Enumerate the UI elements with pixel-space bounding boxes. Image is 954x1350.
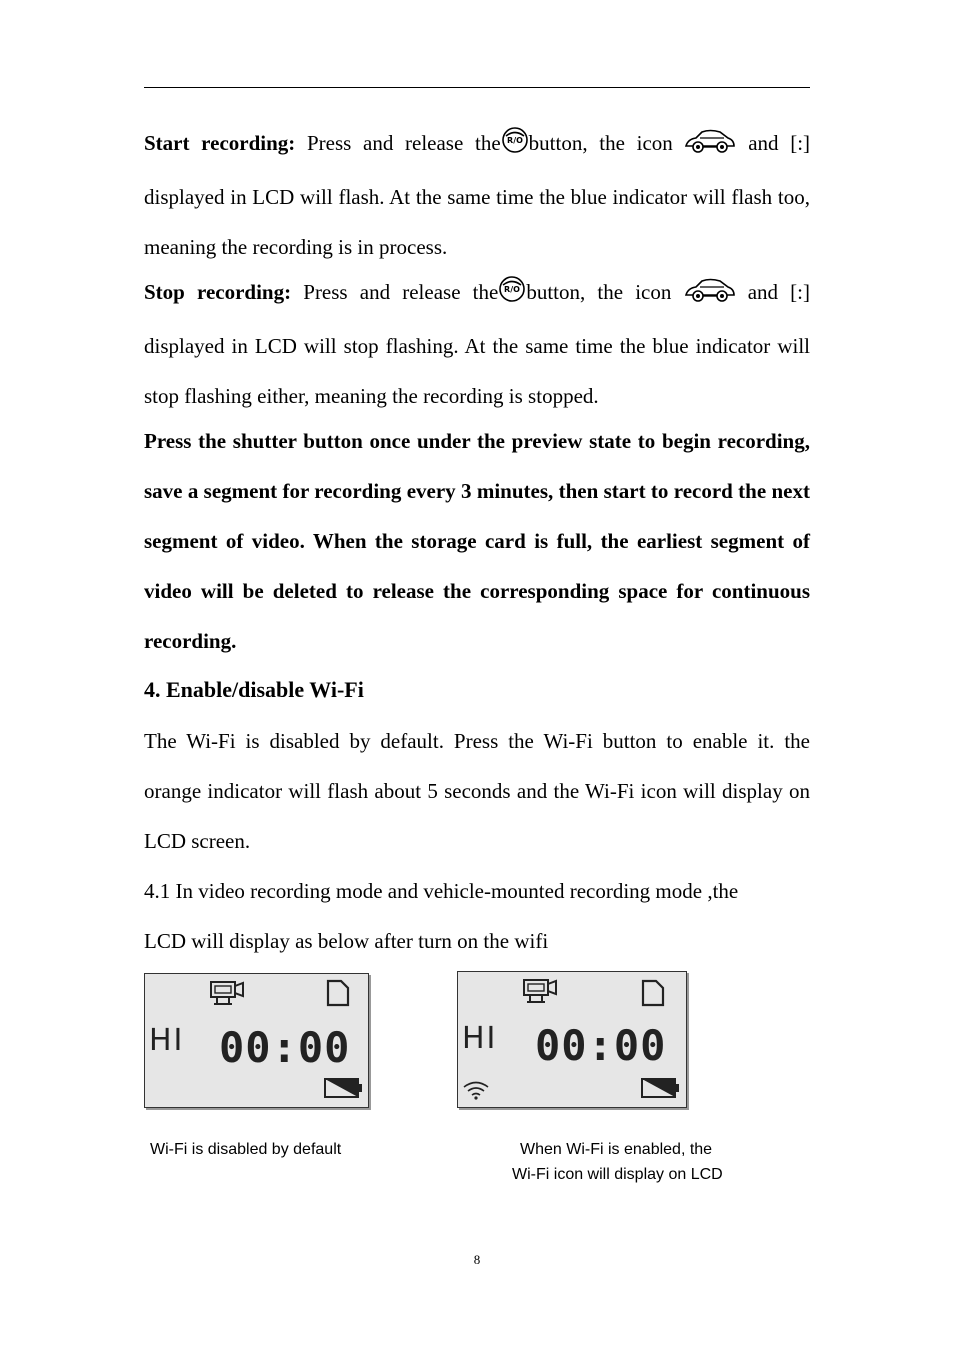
stop-text-3: and [:] displayed in LCD will stop flashing. At the same time the blue indicator will stop flashing either, meaning the recording is stopped. <box>144 280 810 408</box>
battery-icon <box>324 1077 364 1099</box>
stop-recording-label: Stop recording: <box>144 280 292 304</box>
section-heading: 4. Enable/disable Wi-Fi <box>144 677 364 702</box>
stop-recording-paragraph <box>144 267 810 421</box>
start-text-2: button, the icon <box>528 131 673 155</box>
start-recording-paragraph <box>144 118 810 272</box>
car-mode-icon <box>684 271 736 321</box>
subsection-line-2: LCD will display as below after turn on the wifi <box>144 929 549 953</box>
battery-icon <box>641 1077 681 1099</box>
subsection-line-1: 4.1 In video recording mode and vehicle-mounted recording mode ,the <box>144 879 739 903</box>
svg-text:R/O: R/O <box>506 136 523 145</box>
caption-right-line-1: When Wi-Fi is enabled, the <box>520 1141 713 1158</box>
shutter-note-paragraph: Press the shutter button once under the preview state to begin recording, save a segment for recording every 3 minutes, then start to record the next segment of video. When the storage card is full, the earliest segment of video will be deleted to release the corresponding space for continuous recording. <box>144 429 810 653</box>
record-button-icon <box>501 122 529 172</box>
lcd-wifi-enabled <box>457 971 687 1108</box>
sd-card-icon <box>641 979 665 1007</box>
stop-text-2: button, the icon <box>526 280 672 304</box>
lcd-wifi-disabled <box>144 973 369 1108</box>
lcd-time-text: 00:00 <box>219 1023 351 1072</box>
sd-card-icon <box>326 979 350 1007</box>
record-button-icon <box>498 271 526 321</box>
wifi-paragraph: The Wi-Fi is disabled by default. Press the Wi-Fi button to enable it. the orange indicator will flash about 5 seconds and the Wi-Fi icon will display on LCD screen. <box>144 729 810 853</box>
page-number: 8 <box>473 1252 481 1267</box>
header-rule <box>144 87 810 88</box>
camcorder-icon <box>209 979 245 1007</box>
car-mode-icon <box>684 122 736 172</box>
wifi-icon <box>461 1079 491 1101</box>
lcd-mode-text: HI <box>462 1021 498 1056</box>
caption-right-line-2: Wi-Fi icon will display on LCD <box>512 1166 723 1183</box>
lcd-mode-text: HI <box>149 1023 185 1058</box>
svg-text:R/O: R/O <box>504 285 521 294</box>
camcorder-icon <box>522 977 558 1005</box>
caption-left: Wi-Fi is disabled by default <box>150 1141 342 1158</box>
lcd-time-text: 00:00 <box>535 1021 667 1070</box>
start-text-1: Press and release the <box>295 131 501 155</box>
start-recording-label: Start recording: <box>144 131 296 155</box>
start-text-3: and [:] displayed in LCD will flash. At the same time the blue indicator will flash too, meaning the recording is in process. <box>144 131 811 259</box>
stop-text-1: Press and release the <box>291 280 499 304</box>
